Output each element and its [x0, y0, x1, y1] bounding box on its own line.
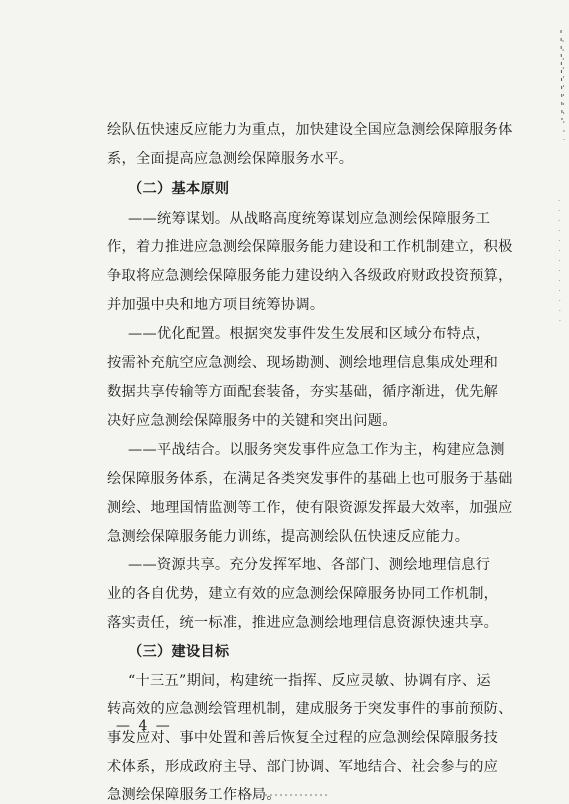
text-line: 绘队伍快速反应能力为重点，加快建设全国应急测绘保障服务体 — [107, 122, 513, 138]
text-line: 转高效的应急测绘管理机制，建成服务于突发事件的事前预防、 — [107, 701, 513, 717]
text-line: 急测绘保障服务能力训练，提高测绘队伍快速反应能力。 — [107, 529, 470, 545]
text-line: 业的各自优势，建立有效的应急测绘保障服务协同工作机制， — [107, 586, 499, 602]
text-line: 决好应急测绘保障服务中的关键和突出问题。 — [107, 413, 397, 429]
scan-edge-artifact — [547, 0, 569, 800]
section-heading: （三）建设目标 — [128, 644, 230, 660]
page-number: — 4 — — [116, 718, 172, 734]
text-line: 作，着力推进应急测绘保障服务能力建设和工作机制建立，积极 — [107, 239, 513, 255]
text-line: 按需补充航空应急测绘、现场勘测、测绘地理信息集成处理和 — [107, 355, 499, 371]
scan-bottom-artifact — [0, 786, 569, 800]
text-line: 并加强中央和地方项目统筹协调。 — [107, 297, 325, 313]
text-line: ——统筹谋划。从战略高度统筹谋划应急测绘保障服务工 — [128, 211, 491, 227]
text-line: “十三五”期间，构建统一指挥、反应灵敏、协调有序、运 — [128, 673, 491, 689]
text-line: 争取将应急测绘保障服务能力建设纳入各级政府财政投资预算， — [107, 268, 513, 284]
text-line: 测绘、地理国情监测等工作，使有限资源发挥最大效率，加强应 — [107, 500, 513, 516]
text-line: ——平战结合。以服务突发事件应急工作为主，构建应急测 — [128, 442, 505, 458]
section-heading: （二）基本原则 — [128, 181, 230, 197]
text-line: 系，全面提高应急测绘保障服务水平。 — [107, 151, 354, 167]
text-line: 数据共享传输等方面配套装备，夯实基础，循序渐进，优先解 — [107, 384, 499, 400]
text-line: 落实责任，统一标准，推进应急测绘地理信息资源快速共享。 — [107, 615, 499, 631]
text-line: 急测绘保障服务工作格局。 — [107, 787, 281, 803]
text-line: 事发应对、事中处置和善后恢复全过程的应急测绘保障服务技 — [107, 730, 499, 746]
text-line: ——优化配置。根据突发事件发生发展和区域分布特点， — [128, 326, 491, 342]
text-line: 术体系，形成政府主导、部门协调、军地结合、社会参与的应 — [107, 759, 499, 775]
text-line: ——资源共享。充分发挥军地、各部门、测绘地理信息行 — [128, 557, 491, 573]
text-line: 绘保障服务体系，在满足各类突发事件的基础上也可服务于基础 — [107, 471, 513, 487]
